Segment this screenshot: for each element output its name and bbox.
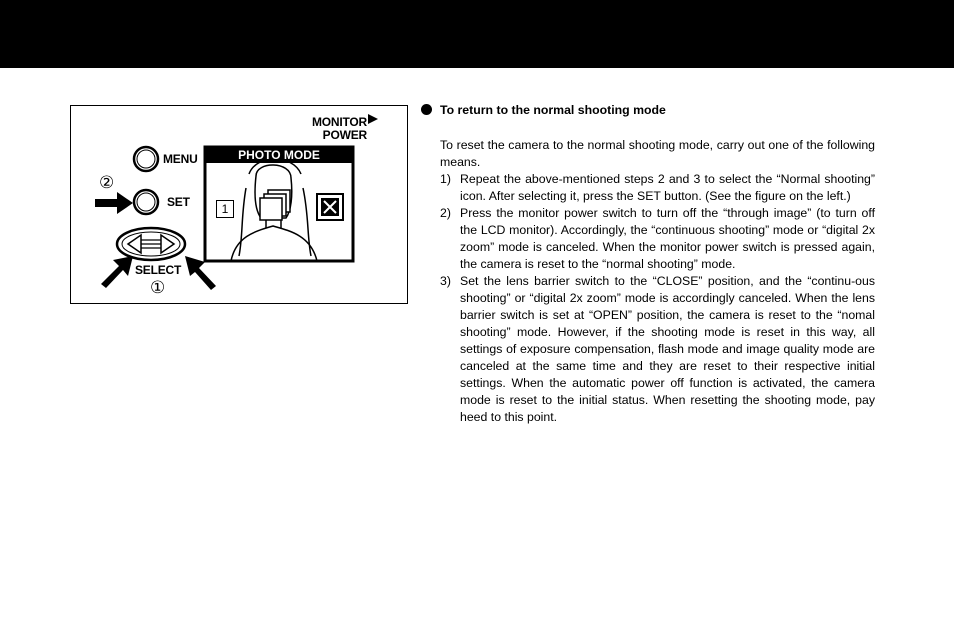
list-item-number: 3) bbox=[440, 274, 451, 288]
list-item-text: Press the monitor power switch to turn off the “through image” (to turn off the LCD monitor). Accordingly, the “continuous shooting” mode or “digital 2x zoom” mode is canceled. When the monitor power switch is pressed again, the camera is reset to the “normal shooting” mode. bbox=[460, 206, 875, 271]
menu-button-icon bbox=[134, 147, 158, 171]
list-item-text: Set the lens barrier switch to the “CLOSE” position, and the “continu-ous shooting” or “digital 2x zoom” mode is accordingly canceled. When the lens barrier switch is set at “OPEN” position, the camera is reset to the “nomal shooting” mode. However, if the shooting mode is reset in this way, all settings of exposure compensation, flash mode and image quality mode are canceled at the same time and they are reset to their respective initial settings. When the automatic power off function is activated, the camera mode is reset to the initial status. When resetting the shooting mode, pay heed to this point. bbox=[460, 274, 875, 424]
list-item-text: Repeat the above-mentioned steps 2 and 3 to select the “Normal shooting” icon. After selecting it, press the SET button. (See the figure on the left.) bbox=[460, 172, 875, 203]
monitor-power-arrow-icon bbox=[368, 114, 378, 124]
list-item-number: 1) bbox=[440, 172, 451, 186]
screen-counter: 1 bbox=[216, 200, 234, 218]
list-item-number: 2) bbox=[440, 206, 451, 220]
power-label: POWER bbox=[322, 128, 367, 142]
screen-title: PHOTO MODE bbox=[205, 147, 353, 163]
section-heading: To return to the normal shooting mode bbox=[440, 103, 666, 117]
pointer-arrow-icon bbox=[95, 192, 133, 214]
bullet-icon bbox=[421, 104, 432, 115]
camera-controls-figure bbox=[70, 105, 408, 304]
heading-row bbox=[440, 102, 875, 120]
intro-paragraph: To reset the camera to the normal shooting mode, carry out one of the following means. bbox=[440, 138, 875, 169]
instructions-column bbox=[440, 102, 875, 426]
pointer-arrow-left-icon bbox=[101, 256, 133, 288]
header-bar bbox=[0, 0, 954, 68]
select-label: SELECT bbox=[135, 263, 182, 277]
step-two-marker: ② bbox=[99, 173, 115, 192]
continuous-shooting-icon bbox=[260, 198, 282, 220]
monitor-label: MONITOR bbox=[311, 115, 367, 129]
list-item bbox=[440, 273, 875, 426]
set-label: SET bbox=[167, 195, 190, 209]
list-item bbox=[440, 205, 875, 273]
step-one-marker: ① bbox=[150, 278, 166, 297]
monitor-power-label bbox=[303, 116, 367, 142]
menu-label: MENU bbox=[163, 152, 198, 166]
list-item bbox=[440, 171, 875, 205]
set-button-icon bbox=[134, 190, 158, 214]
